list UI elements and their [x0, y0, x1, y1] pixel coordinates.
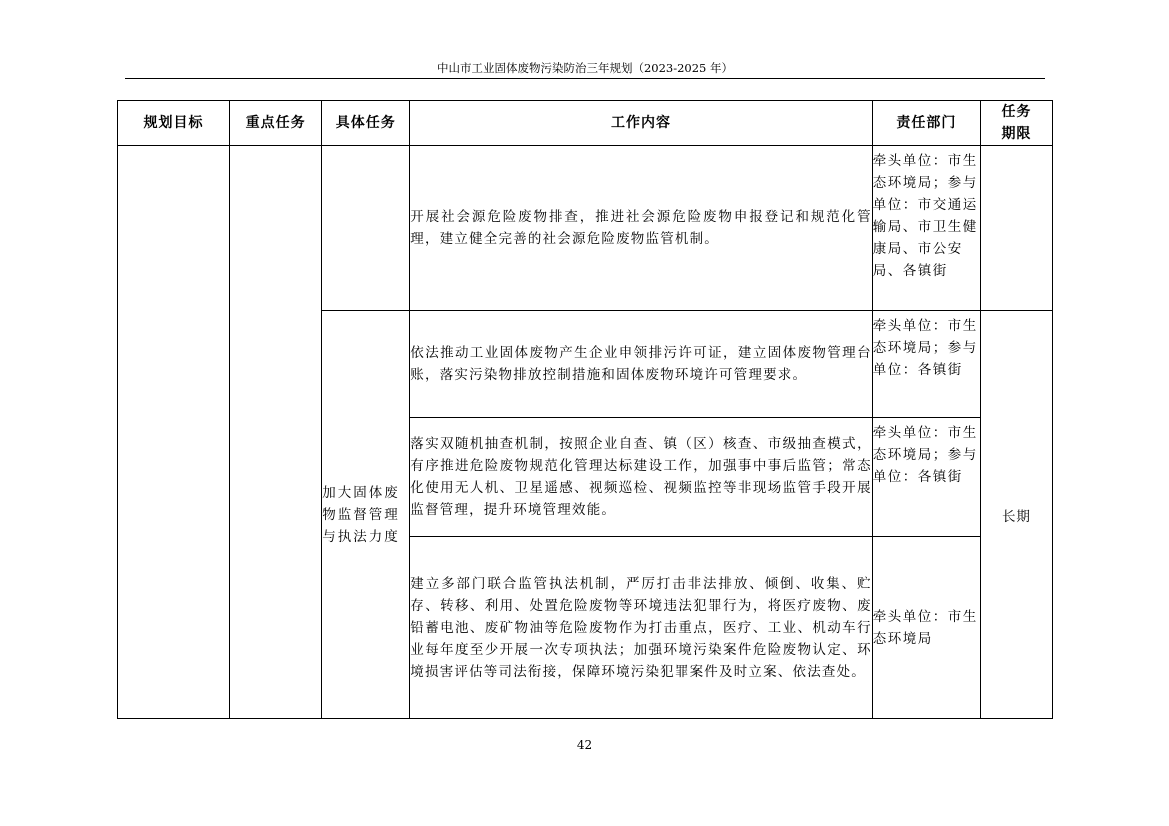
work-content-cell: 落实双随机抽查机制，按照企业自查、镇（区）核查、市级抽查模式，有序推进危险废物规范化管理达标建设工作，加强事中事后监管；常态化使用无人机、卫星遥感、视频巡检、视频监控等非现场监管手段开展监督管理，提升环境管理效能。: [410, 418, 872, 537]
column-header-specific-task: 具体任务: [322, 101, 410, 146]
column-header-deadline: [980, 101, 1052, 146]
key-task-cell: [230, 146, 322, 719]
table-row: [118, 146, 1053, 311]
column-header-deadline-line2: 期限: [1001, 126, 1032, 142]
responsible-dept-text: 牵头单位：市生态环境局；参与单位：各镇街: [872, 318, 978, 378]
work-content-cell: 开展社会源危险废物排查，推进社会源危险废物申报登记和规范化管理，建立健全完善的社会源危险废物监管机制。: [410, 146, 872, 311]
document-header: 中山市工业固体废物污染防治三年规划（2023-2025 年）: [436, 61, 734, 75]
responsible-dept-text: 牵头单位：市生态环境局: [872, 608, 978, 647]
specific-task-cell-empty: [322, 146, 410, 311]
responsible-dept-cell: [872, 537, 980, 719]
column-header-responsible-dept: 责任部门: [872, 101, 980, 146]
plan-table: [117, 100, 1053, 719]
column-header-goal: 规划目标: [118, 101, 230, 146]
work-content-cell: 建立多部门联合监管执法机制，严厉打击非法排放、倾倒、收集、贮存、转移、利用、处置危险废物等环境违法犯罪行为，将医疗废物、废铅蓄电池、废矿物油等危险废物作为打击重点，医疗、工业、机动车行业每年度至少开展一次专项执法；加强环境污染案件危险废物认定、环境损害评估等司法衔接，保障环境污染犯罪案件及时立案、依法查处。: [410, 537, 872, 719]
responsible-dept-text: 牵头单位：市生态环境局；参与单位：市交通运输局、市卫生健康局、市公安局、各镇街: [872, 153, 978, 279]
column-header-work-content: 工作内容: [410, 101, 872, 146]
header-rule: [125, 78, 1045, 79]
responsible-dept-cell: [872, 146, 980, 311]
specific-task-cell: 加大固体废物监督管理与执法力度: [322, 311, 410, 719]
column-header-deadline-line1: 任务: [1001, 104, 1032, 120]
deadline-cell: 长期: [980, 311, 1052, 719]
deadline-cell-empty: [980, 146, 1052, 311]
responsible-dept-cell: [872, 311, 980, 418]
table-header-row: [118, 101, 1053, 146]
page-number: 42: [576, 738, 593, 752]
column-header-key-task: 重点任务: [230, 101, 322, 146]
work-content-cell: 依法推动工业固体废物产生企业申领排污许可证，建立固体废物管理台账，落实污染物排放控制措施和固体废物环境许可管理要求。: [410, 311, 872, 418]
responsible-dept-cell: [872, 418, 980, 537]
responsible-dept-text: 牵头单位：市生态环境局；参与单位：各镇街: [872, 425, 978, 485]
goal-cell: [118, 146, 230, 719]
